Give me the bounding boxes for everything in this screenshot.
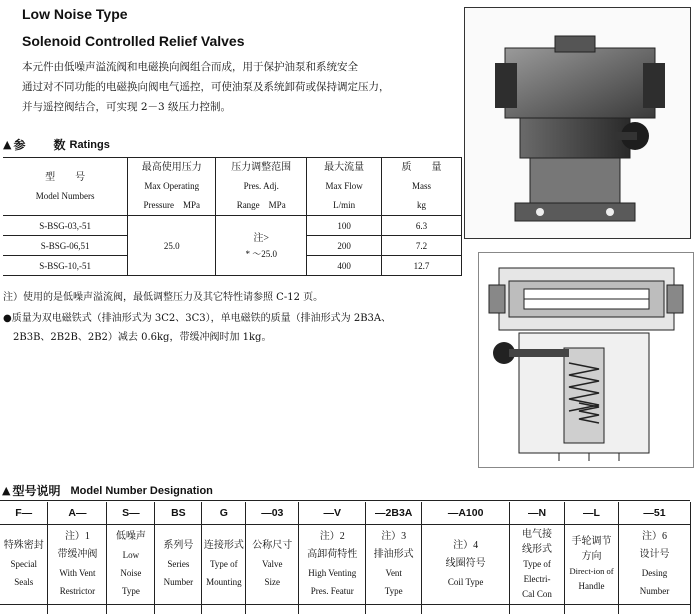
desc-design-number: 注）6 设计号 Desing Number <box>618 524 690 604</box>
col-model: 型 号 Model Numbers <box>3 158 128 216</box>
code-cell: —03 <box>246 502 299 524</box>
divider <box>0 500 690 501</box>
flow-cell: 400 <box>307 256 382 276</box>
col-adj-range: 压力调整范围 Pres. Adj. Range MPa <box>216 158 307 216</box>
mass-cell: 12.7 <box>382 256 462 276</box>
mass-cell: 6.3 <box>382 216 462 236</box>
desc-high-venting: 注）2 高卸荷特性 High Venting Pres. Featur <box>299 524 366 604</box>
desc-coil-type: 注）4 线圈符号 Coil Type <box>422 524 510 604</box>
ratings-heading <box>3 136 110 153</box>
col-mass: 质 量 Mass kg <box>382 158 462 216</box>
code-row <box>0 502 691 524</box>
code-cell: —V <box>299 502 366 524</box>
sectional-drawing <box>478 252 694 468</box>
intro-line-2: 通过对不同功能的电磁换向阀电气遥控，可使油泵及系统卸荷或保持调定压力， <box>22 81 390 93</box>
intro-line-3: 并与遥控阀结合，可实现 2－3 级压力控制。 <box>22 101 232 113</box>
model-cell: S-BSG-03,-51 <box>3 216 128 236</box>
title-low-noise-type: Low Noise Type <box>22 6 128 22</box>
code-cell: G <box>202 502 246 524</box>
designation-heading-cn: 型号说明 <box>12 484 61 498</box>
code-cell: —2B3A <box>366 502 422 524</box>
col-max-flow: 最大流量 Max Flow L/min <box>307 158 382 216</box>
intro-paragraph <box>22 57 462 117</box>
ratings-header-row <box>3 158 462 216</box>
desc-low-noise: 低噪声 Low Noise Type <box>107 524 155 604</box>
code-cell: S— <box>107 502 155 524</box>
code-cell: A— <box>48 502 107 524</box>
designation-table <box>0 502 691 614</box>
code-cell: —N <box>510 502 565 524</box>
adj-range-cell: 注> * ～25.0 <box>216 216 307 276</box>
code-cell: F— <box>0 502 48 524</box>
max-pressure-cell: 25.0 <box>128 216 216 276</box>
code-cell: —51 <box>618 502 690 524</box>
title-solenoid-relief-valves: Solenoid Controlled Relief Valves <box>22 33 245 49</box>
desc-mounting: 连接形式 Type of Mounting <box>202 524 246 604</box>
ratings-heading-en: Ratings <box>69 138 110 151</box>
valve-photo-icon <box>465 8 690 238</box>
ratings-heading-cn: 参 <box>13 138 26 152</box>
desc-valve-size: 公称尺寸 Valve Size <box>246 524 299 604</box>
note-mass <box>3 309 473 347</box>
code-cell: BS <box>155 502 202 524</box>
intro-line-1: 本元件由低噪声溢流阀和电磁换向阀组合而成，用于保护油泵和系统安全 <box>22 61 358 73</box>
desc-special-seals: 特殊密封 Special Seals <box>0 524 48 604</box>
description-row <box>0 524 691 604</box>
triangle-marker-icon: ▲ <box>2 484 11 497</box>
desc-series-number: 系列号 Series Number <box>155 524 202 604</box>
code-cell: —L <box>565 502 619 524</box>
flow-cell: 100 <box>307 216 382 236</box>
note-mass-line-2: 2B3B、2B2B、2B2）减去 0.6kg，带缓冲阀时加 1kg。 <box>13 332 272 343</box>
triangle-marker-icon: ▲ <box>3 138 12 151</box>
desc-handle-direction: 手轮调节 方向 Direct-ion of Handle <box>565 524 619 604</box>
desc-vent-type: 注）3 排油形式 Vent Type <box>366 524 422 604</box>
model-cell: S-BSG-10,-51 <box>3 256 128 276</box>
flow-cell: 200 <box>307 236 382 256</box>
valve-cross-section-icon <box>479 253 693 467</box>
note-mass-line-1: ●质量为双电磁铁式（排油形式为 3C2、3C3），单电磁铁的质量（排油形式为 2B3A、 <box>3 313 392 324</box>
designation-heading-en: Model Number Designation <box>70 484 213 497</box>
product-photo <box>464 7 691 239</box>
ratings-heading-cn2: 数 <box>53 138 66 152</box>
col-max-pressure: 最高使用压力 Max Operating Pressure MPa <box>128 158 216 216</box>
code-cell: —A100 <box>422 502 510 524</box>
ratings-table <box>3 157 462 276</box>
mass-cell: 7.2 <box>382 236 462 256</box>
table-row <box>3 216 462 236</box>
table-tail-row <box>0 604 691 614</box>
desc-vent-restrictor: 注）1 带缓冲阀 With Vent Restrictor <box>48 524 107 604</box>
designation-heading <box>2 482 213 499</box>
desc-electrical-conn: 电气接 线形式 Type of Electri- Cal Con <box>510 524 565 604</box>
model-cell: S-BSG-06,51 <box>3 236 128 256</box>
note-low-noise: 注）使用的是低噪声溢流阀，最低调整压力及其它特性请参照 C-12 页。 <box>3 292 324 303</box>
